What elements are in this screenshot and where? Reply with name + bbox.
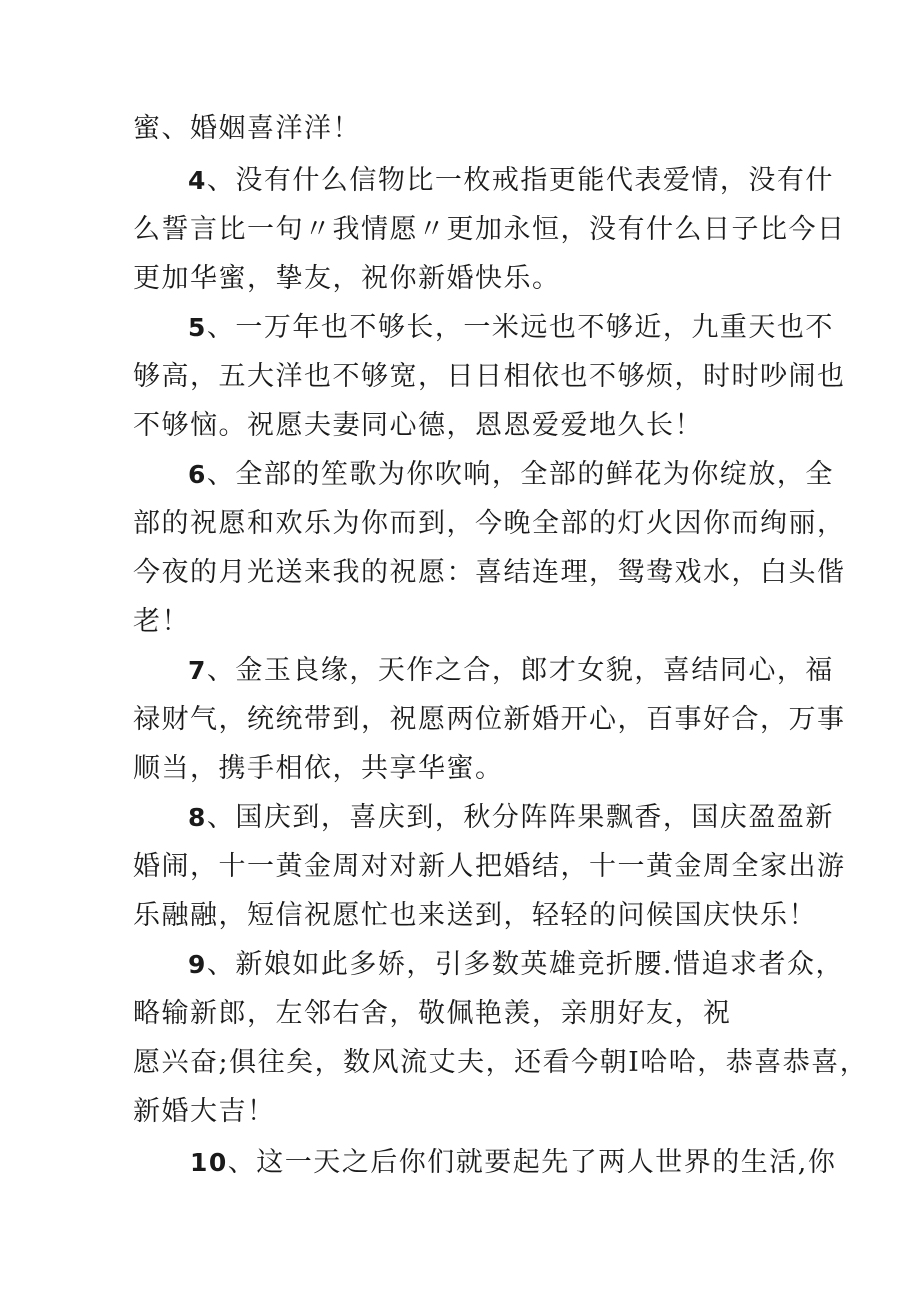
text-line: 新婚大吉！ xyxy=(133,1096,276,1127)
text-line: 婚闹，十一黄金周对对新人把婚结，十一黄金周全家出游 xyxy=(133,851,846,882)
paragraph-6-first-line: 6、全部的笙歌为你吹响，全部的鲜花为你绽放，全 xyxy=(188,459,834,490)
item-number: 8 xyxy=(188,803,207,832)
item-number: 7 xyxy=(188,656,207,685)
item-number: 6 xyxy=(188,460,207,489)
text-line: 略输新郎，左邻右舍，敬佩艳羡，亲朋好友，祝 xyxy=(133,998,732,1029)
item-number: 9 xyxy=(188,950,207,979)
item-number: 4 xyxy=(188,166,207,195)
text-line: 蜜、婚姻喜洋洋！ xyxy=(133,113,361,144)
paragraph-8-first-line: 8、国庆到，喜庆到，秋分阵阵果飘香，国庆盈盈新 xyxy=(188,802,834,833)
text-line: 更加华蜜，挚友，祝你新婚快乐。 xyxy=(133,263,561,294)
text-line: 够高，五大洋也不够宽，日日相依也不够烦，时时吵闹也 xyxy=(133,361,846,392)
text-line: 部的祝愿和欢乐为你而到，今晚全部的灯火因你而绚丽， xyxy=(133,508,846,539)
text-line: 顺当，携手相依，共享华蜜。 xyxy=(133,753,504,784)
text-line: 愿兴奋;俱往矣，数风流丈夫，还看今朝I哈哈，恭喜恭喜， xyxy=(133,1047,869,1078)
paragraph-10-first-line: 10、这一天之后你们就要起先了两人世界的生活,你 xyxy=(190,1147,837,1178)
text-line: 么誓言比一句〃我情愿〃更加永恒，没有什么日子比今日 xyxy=(133,214,846,245)
text-line: 禄财气，统统带到，祝愿两位新婚开心，百事好合，万事 xyxy=(133,704,846,735)
paragraph-5-first-line: 5、一万年也不够长，一米远也不够近，九重天也不 xyxy=(188,312,834,343)
text-line: 乐融融，短信祝愿忙也来送到，轻轻的问候国庆快乐！ xyxy=(133,900,817,931)
text-line: 今夜的月光送来我的祝愿：喜结连理，鸳鸯戏水，白头偕 xyxy=(133,557,846,588)
item-number: 5 xyxy=(188,313,207,342)
paragraph-7-first-line: 7、金玉良缘，天作之合，郎才女貌，喜结同心，福 xyxy=(188,655,834,686)
text-line: 老！ xyxy=(133,606,190,637)
item-number: 10 xyxy=(190,1148,228,1177)
text-line: 不够恼。祝愿夫妻同心德，恩恩爱爱地久长！ xyxy=(133,410,703,441)
paragraph-4-first-line: 4、没有什么信物比一枚戒指更能代表爱情，没有什 xyxy=(188,165,834,196)
paragraph-9-first-line: 9、新娘如此多娇，引多数英雄竞折腰.惜追求者众， xyxy=(188,949,844,980)
